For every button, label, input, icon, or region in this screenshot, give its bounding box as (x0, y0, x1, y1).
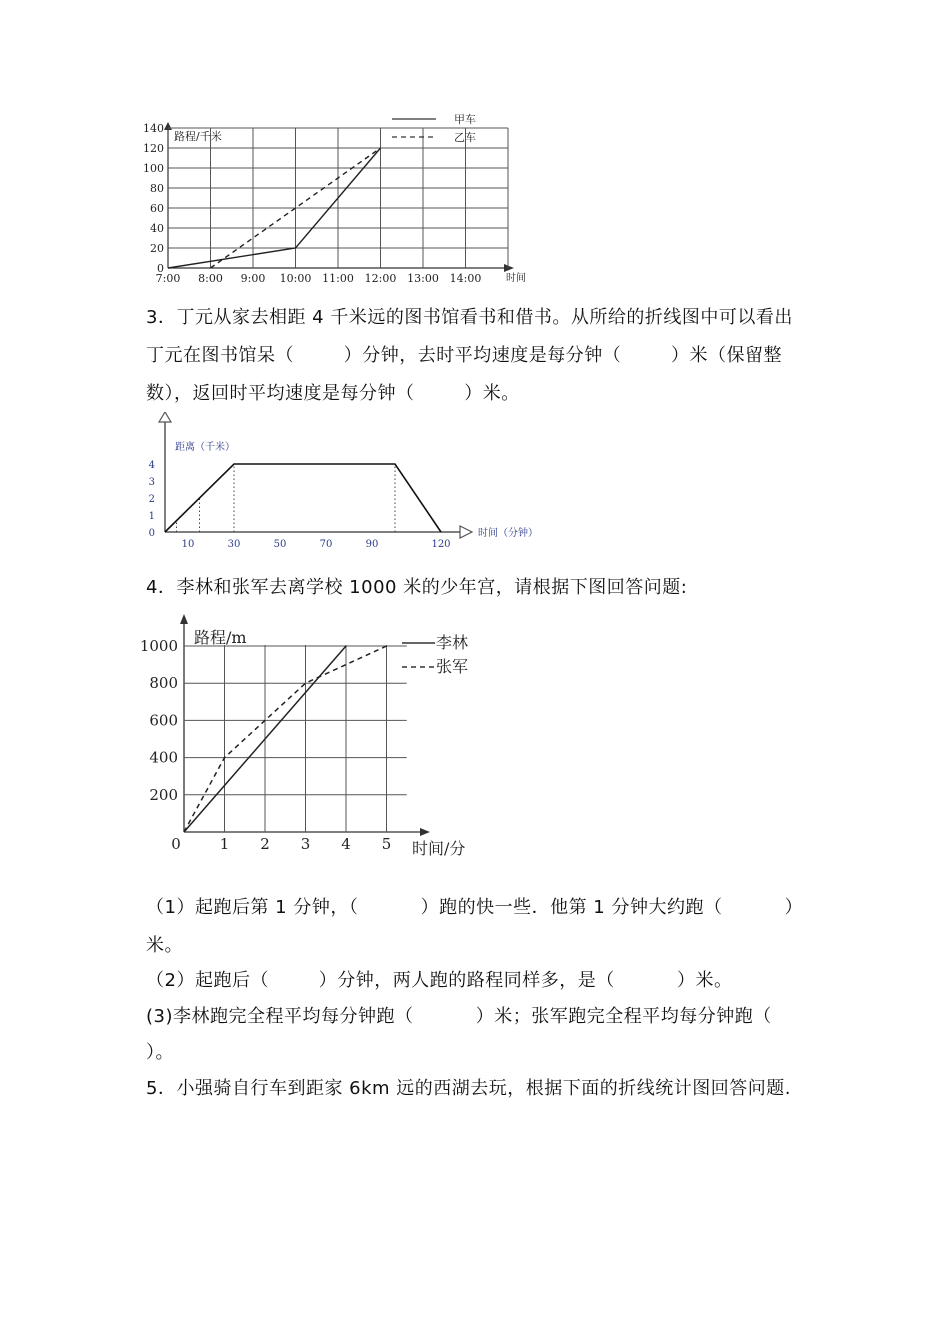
q4-part1-line-a: （1）起跑后第 1 分钟，（ ）跑的快一些．他第 1 分钟大约跑（ ） (146, 897, 804, 918)
chart2-series-dingyuan (165, 464, 441, 532)
q4-part2: （2）起跑后（ ）分钟，两人跑的路程同样多，是（ ）米。 (146, 970, 733, 991)
chart3-y-arrow (180, 614, 188, 624)
chart2-x-tick: 90 (365, 539, 379, 550)
chart2-x-tick: 70 (319, 539, 333, 550)
q3-line-1: 3．丁元从家去相距 4 千米远的图书馆看书和借书。从所给的折线图中可以看出 (146, 307, 793, 328)
chart3-y-tick: 400 (149, 748, 178, 767)
chart1-x-tick: 11:00 (322, 272, 354, 285)
chart1-y-tick: 20 (150, 242, 164, 255)
chart2-x-tick: 10 (181, 539, 195, 550)
chart1-y-arrow (164, 122, 172, 130)
chart3-x-tick: 5 (381, 835, 392, 853)
q3-line-3: 数），返回时平均速度是每分钟（ ）米。 (146, 383, 520, 404)
chart3-y-tick: 600 (149, 711, 178, 730)
q5-text: 5．小强骑自行车到距家 6km 远的西湖去玩，根据下面的折线统计图回答问题. (146, 1078, 792, 1099)
chart3-y-tick: 1000 (140, 637, 178, 655)
chart1-y-tick: 0 (157, 262, 164, 275)
chart1-legend-jia: 甲车 (454, 113, 476, 126)
chart2-x-tick: 120 (431, 539, 451, 550)
chart1-y-tick: 60 (150, 202, 164, 215)
chart3-x-tick: 0 (171, 835, 181, 853)
chart3-y-tick: 200 (149, 785, 178, 804)
chart1-x-tick: 12:00 (364, 272, 397, 285)
chart2-y-tick: 0 (148, 528, 155, 539)
chart1-x-tick: 14:00 (449, 272, 482, 285)
chart-1 (130, 100, 550, 290)
chart2-y-tick: 2 (148, 494, 155, 505)
chart3-x-tick: 3 (300, 835, 311, 853)
chart1-x-tick: 13:00 (407, 272, 439, 285)
q4-part3-line-a: (3)李林跑完全程平均每分钟跑（ ）米；张军跑完全程平均每分钟跑（ (146, 1006, 772, 1027)
chart1-y-tick: 140 (143, 122, 164, 135)
q4-part1-line-b: 米。 (146, 935, 183, 956)
chart2-y-arrow (159, 412, 171, 422)
q4-part3-line-b: ）。 (146, 1042, 174, 1063)
chart3-x-tick: 2 (260, 835, 270, 853)
chart2-x-label: 时间（分钟） (478, 528, 538, 539)
chart-2 (140, 412, 570, 552)
chart1-x-tick: 7:00 (155, 272, 181, 285)
chart1-y-label: 路程/千米 (174, 130, 222, 143)
chart2-y-tick: 1 (148, 511, 155, 522)
chart1-y-tick: 40 (150, 222, 164, 235)
chart3-legend-lilin: 李林 (436, 633, 469, 652)
chart2-y-tick: 3 (148, 477, 155, 488)
chart3-legend-zhangjun: 张军 (436, 657, 469, 676)
chart3-x-tick: 4 (341, 835, 351, 853)
chart3-x-tick: 1 (219, 835, 230, 853)
chart2-x-tick: 50 (273, 539, 287, 550)
q3-line-2: 丁元在图书馆呆（ ）分钟，去时平均速度是每分钟（ ）米（保留整 (146, 345, 783, 366)
chart3-y-tick: 800 (149, 674, 178, 693)
chart1-y-tick: 100 (143, 162, 164, 175)
chart1-x-arrow (504, 264, 514, 272)
chart1-legend-yi: 乙车 (454, 131, 476, 144)
chart1-y-tick: 80 (150, 182, 164, 195)
chart1-x-tick: 10:00 (279, 272, 312, 285)
chart2-x-tick: 30 (227, 539, 241, 550)
chart3-x-arrow (420, 828, 430, 836)
chart1-y-tick: 120 (143, 142, 164, 155)
chart1-x-tick: 9:00 (240, 272, 266, 285)
chart3-x-label: 时间/分 (412, 839, 466, 858)
chart3-series-zhangjun (184, 646, 387, 832)
chart1-x-label: 时间 (506, 273, 526, 284)
chart1-x-tick: 8:00 (198, 272, 223, 285)
chart2-y-label: 距离（千米） (175, 442, 235, 453)
chart3-y-label: 路程/m (194, 628, 247, 647)
q4-intro: 4．李林和张军去离学校 1000 米的少年宫，请根据下图回答问题: (146, 577, 688, 598)
chart2-y-tick: 4 (148, 460, 155, 471)
chart2-x-arrow (460, 526, 472, 538)
chart-3 (140, 612, 500, 862)
